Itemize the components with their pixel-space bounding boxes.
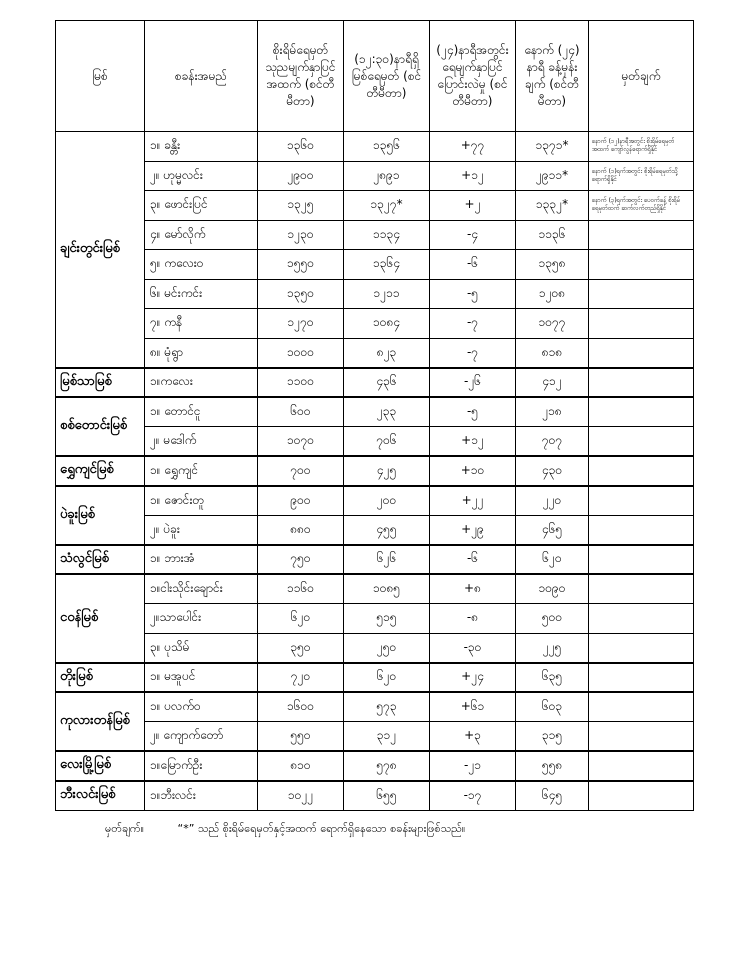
forecast-value: ၅၅၈ bbox=[516, 751, 589, 781]
danger-level-value: ၅၅၀ bbox=[258, 722, 344, 752]
current-level-value: ၂၈၉၁ bbox=[344, 161, 430, 191]
remark-note bbox=[589, 368, 694, 398]
danger-level-value: ၈၈၀ bbox=[258, 515, 344, 545]
current-level-value: ၇၀၆ bbox=[344, 427, 430, 457]
change-value: +၁၂ bbox=[430, 427, 516, 457]
table-row bbox=[56, 397, 694, 427]
current-level-value: ၁၀၈၄ bbox=[344, 309, 430, 339]
change-value: -၄ bbox=[430, 220, 516, 250]
table-row bbox=[56, 427, 694, 457]
remark-note bbox=[589, 751, 694, 781]
danger-level-value: ၁၁၆၀ bbox=[258, 574, 344, 604]
table-row bbox=[56, 545, 694, 575]
forecast-value: ၈၁၈ bbox=[516, 338, 589, 368]
danger-level-value: ၆၀၀ bbox=[258, 397, 344, 427]
footnote bbox=[105, 822, 465, 838]
station-name: ၁။ ဘားအံ bbox=[145, 545, 258, 575]
station-name: ၂။သာပေါင်း bbox=[145, 604, 258, 634]
forecast-value: ၄၁၂ bbox=[516, 368, 589, 398]
forecast-value: ၁၃၇၁* bbox=[516, 132, 589, 162]
river-name: စစ်တောင်းမြစ် bbox=[56, 397, 145, 456]
station-name: ၇။ ကနီ bbox=[145, 309, 258, 339]
change-value: -၅ bbox=[430, 397, 516, 427]
table-row bbox=[56, 663, 694, 693]
current-level-value: ၅၁၅ bbox=[344, 604, 430, 634]
table-body bbox=[56, 132, 694, 811]
danger-level-value: ၉၀၀ bbox=[258, 486, 344, 516]
station-name: ၂။ ကျောက်တော် bbox=[145, 722, 258, 752]
danger-level-value: ၇၀၀ bbox=[258, 456, 344, 486]
danger-level-value: ၂၉၀၀ bbox=[258, 161, 344, 191]
river-name: ဘီးလင်းမြစ် bbox=[56, 781, 145, 811]
station-name: ၁။ဘီးလင်း bbox=[145, 781, 258, 811]
table-row bbox=[56, 781, 694, 811]
river-level-table bbox=[55, 20, 694, 811]
change-value: -၆ bbox=[430, 250, 516, 280]
header-danger-level: စိုးရိမ်ရေမှတ် သုညမျက်နှာပြင် အထက် (စင်တီမီတာ) bbox=[258, 21, 344, 132]
remark-note bbox=[589, 545, 694, 575]
table-row bbox=[56, 515, 694, 545]
table-row bbox=[56, 309, 694, 339]
remark-note bbox=[589, 692, 694, 722]
station-name: ၁။ တောင်ငူ bbox=[145, 397, 258, 427]
header-remarks: မှတ်ချက် bbox=[589, 21, 694, 132]
forecast-value: ၁၃၅၈ bbox=[516, 250, 589, 280]
station-name: ၁။မြောက်ဦး bbox=[145, 751, 258, 781]
forecast-value: ၇၀၇ bbox=[516, 427, 589, 457]
remark-note bbox=[589, 781, 694, 811]
forecast-value: ၁၂၀၈ bbox=[516, 279, 589, 309]
river-name: တိုးမြစ် bbox=[56, 663, 145, 693]
remark-note bbox=[589, 515, 694, 545]
danger-level-value: ၁၁၀၀ bbox=[258, 368, 344, 398]
river-name: ငဝန်မြစ် bbox=[56, 574, 145, 663]
forecast-value: ၆၄၅ bbox=[516, 781, 589, 811]
table-row bbox=[56, 633, 694, 663]
current-level-value: ၄၂၅ bbox=[344, 456, 430, 486]
forecast-value: ၄၆၅ bbox=[516, 515, 589, 545]
remark-note bbox=[589, 309, 694, 339]
header-station: စခန်းအမည် bbox=[145, 21, 258, 132]
forecast-value: ၆၀၃ bbox=[516, 692, 589, 722]
river-name: ကုလားတန်မြစ် bbox=[56, 692, 145, 751]
station-name: ၁။ ဇောင်းတူ bbox=[145, 486, 258, 516]
change-value: -၇ bbox=[430, 309, 516, 339]
river-name: မြစ်သာမြစ် bbox=[56, 368, 145, 398]
change-value: -၂၆ bbox=[430, 368, 516, 398]
change-value: -၅ bbox=[430, 279, 516, 309]
change-value: +၁၀ bbox=[430, 456, 516, 486]
danger-level-value: ၁၀၀၀ bbox=[258, 338, 344, 368]
remark-note bbox=[589, 397, 694, 427]
change-value: +၃ bbox=[430, 722, 516, 752]
current-level-value: ၆၂၆ bbox=[344, 545, 430, 575]
change-value: -၁၇ bbox=[430, 781, 516, 811]
current-level-value: ၂၀၀ bbox=[344, 486, 430, 516]
table-row bbox=[56, 250, 694, 280]
current-level-value: ၂၅၀ bbox=[344, 633, 430, 663]
current-level-value: ၄၃၆ bbox=[344, 368, 430, 398]
table-row bbox=[56, 161, 694, 191]
danger-level-value: ၁၀၇၀ bbox=[258, 427, 344, 457]
danger-level-value: ၆၂၀ bbox=[258, 604, 344, 634]
table-row bbox=[56, 368, 694, 398]
danger-level-value: ၁၂၃၀ bbox=[258, 220, 344, 250]
forecast-value: ၆၂၀ bbox=[516, 545, 589, 575]
forecast-value: ၂၉၁၁* bbox=[516, 161, 589, 191]
danger-level-value: ၈၁၀ bbox=[258, 751, 344, 781]
table-row bbox=[56, 338, 694, 368]
change-value: -၆ bbox=[430, 545, 516, 575]
station-name: ၆။ မင်းကင်း bbox=[145, 279, 258, 309]
table-row bbox=[56, 191, 694, 221]
change-value: +၂၄ bbox=[430, 663, 516, 693]
change-value: -၈ bbox=[430, 604, 516, 634]
remark-note bbox=[589, 663, 694, 693]
danger-level-value: ၁၆၀၀ bbox=[258, 692, 344, 722]
station-name: ၁။ ပလက်ဝ bbox=[145, 692, 258, 722]
danger-level-value: ၁၃၆၀ bbox=[258, 132, 344, 162]
change-value: -၇ bbox=[430, 338, 516, 368]
current-level-value: ၃၁၂ bbox=[344, 722, 430, 752]
table-row bbox=[56, 220, 694, 250]
remark-note bbox=[589, 456, 694, 486]
remark-note bbox=[589, 250, 694, 280]
station-name: ၃။ ပုသိမ် bbox=[145, 633, 258, 663]
river-name: လေးမြို့မြစ် bbox=[56, 751, 145, 781]
table-row bbox=[56, 279, 694, 309]
current-level-value: ၁၃၅၆ bbox=[344, 132, 430, 162]
danger-level-value: ၁၀၂၂ bbox=[258, 781, 344, 811]
remark-note bbox=[589, 220, 694, 250]
remark-note bbox=[589, 486, 694, 516]
change-value: +၂၂ bbox=[430, 486, 516, 516]
station-name: ၂။ မဒေါက် bbox=[145, 427, 258, 457]
remark-note bbox=[589, 427, 694, 457]
table-row bbox=[56, 486, 694, 516]
current-level-value: ၈၂၃ bbox=[344, 338, 430, 368]
current-level-value: ၆၂၀ bbox=[344, 663, 430, 693]
table-row bbox=[56, 751, 694, 781]
current-level-value: ၁၁၃၄ bbox=[344, 220, 430, 250]
remark-note: နောက် (၃)ရက်အတွင်း ပေ၀က်ခန့် စိုးရိမ်ရေမှတ်ထက် ဆက်လက်တည်ရှိနိုင် bbox=[589, 191, 694, 221]
danger-level-value: ၁၅၅၀ bbox=[258, 250, 344, 280]
river-name: ရွှေကျင်မြစ် bbox=[56, 456, 145, 486]
station-name: ၈။ မုံရွာ bbox=[145, 338, 258, 368]
forecast-value: ၄၃၀ bbox=[516, 456, 589, 486]
current-level-value: ၅၇၃ bbox=[344, 692, 430, 722]
danger-level-value: ၇၅၀ bbox=[258, 545, 344, 575]
river-name: ချင်းတွင်းမြစ် bbox=[56, 132, 145, 368]
header-current-level: (၁၂:၃၀)နာရီရှိ မြစ်ရေမှတ် (စင်တီမီတာ) bbox=[344, 21, 430, 132]
danger-level-value: ၁၂၇၀ bbox=[258, 309, 344, 339]
table-row bbox=[56, 132, 694, 162]
current-level-value: ၁၀၈၅ bbox=[344, 574, 430, 604]
current-level-value: ၆၅၅ bbox=[344, 781, 430, 811]
danger-level-value: ၇၂၀ bbox=[258, 663, 344, 693]
river-name: ပဲခူးမြစ် bbox=[56, 486, 145, 545]
table-row bbox=[56, 574, 694, 604]
station-name: ၁။ငါးသိုင်းချောင်း bbox=[145, 574, 258, 604]
danger-level-value: ၃၅၀ bbox=[258, 633, 344, 663]
forecast-value: ၁၀၇၇ bbox=[516, 309, 589, 339]
remark-note: နောက် (၁)ရက်အတွင်း စိုးရိမ်ရေမှတ်သို့ ရောက်ရှိနိုင် bbox=[589, 161, 694, 191]
change-value: -၃၀ bbox=[430, 633, 516, 663]
current-level-value: ၂၃၃ bbox=[344, 397, 430, 427]
header-forecast: နောက် (၂၄) နာရီ ခန့်မှန်းချက် (စင်တီမီတာ) bbox=[516, 21, 589, 132]
table-row bbox=[56, 722, 694, 752]
current-level-value: ၁၂၁၁ bbox=[344, 279, 430, 309]
forecast-value: ၃၁၅ bbox=[516, 722, 589, 752]
danger-level-value: ၁၃၅၀ bbox=[258, 279, 344, 309]
change-value: -၂၁ bbox=[430, 751, 516, 781]
remark-note bbox=[589, 722, 694, 752]
forecast-value: ၅၀၀ bbox=[516, 604, 589, 634]
station-name: ၄။ မော်လိုက် bbox=[145, 220, 258, 250]
change-value: +၂၉ bbox=[430, 515, 516, 545]
remark-note: နောက် (၁၂)နာရီအတွင်း စိုးရိမ်ရေမှတ်အထက် ကျော်လွန်ရောက်ရှိနိုင် bbox=[589, 132, 694, 162]
forecast-value: ၁၀၉၀ bbox=[516, 574, 589, 604]
change-value: +၇၇ bbox=[430, 132, 516, 162]
station-name: ၅။ ကလေးဝ bbox=[145, 250, 258, 280]
remark-note bbox=[589, 574, 694, 604]
header-change-24h: (၂၄)နာရီအတွင်း ရေမျက်နှာပြင် ပြောင်းလဲမှု (စင်တီမီတာ) bbox=[430, 21, 516, 132]
remark-note bbox=[589, 604, 694, 634]
remark-note bbox=[589, 633, 694, 663]
station-name: ၁။ကလေး bbox=[145, 368, 258, 398]
footnote-label: မှတ်ချက်။ bbox=[105, 822, 145, 835]
station-name: ၁။ ရွှေကျင် bbox=[145, 456, 258, 486]
river-name: သံလွင်မြစ် bbox=[56, 545, 145, 575]
table-row bbox=[56, 692, 694, 722]
station-name: ၂။ ဟုမ္မလင်း bbox=[145, 161, 258, 191]
station-name: ၂။ ပဲခူး bbox=[145, 515, 258, 545]
station-name: ၁။ မအူပင် bbox=[145, 663, 258, 693]
forecast-value: ၂၂၀ bbox=[516, 486, 589, 516]
change-value: +၂ bbox=[430, 191, 516, 221]
forecast-value: ၁၃၃၂* bbox=[516, 191, 589, 221]
table-row bbox=[56, 456, 694, 486]
current-level-value: ၄၅၅ bbox=[344, 515, 430, 545]
change-value: +၆၁ bbox=[430, 692, 516, 722]
footnote-text: “*” သည် စိုးရိမ်ရေမှတ်နှင့်အထက် ရောက်ရှိနေသော စခန်းများဖြစ်သည်။ bbox=[177, 822, 466, 835]
remark-note bbox=[589, 338, 694, 368]
station-name: ၃။ ဖောင်းပြင် bbox=[145, 191, 258, 221]
forecast-value: ၆၃၅ bbox=[516, 663, 589, 693]
river-level-report bbox=[55, 20, 693, 811]
header-row bbox=[56, 21, 694, 132]
remark-note bbox=[589, 279, 694, 309]
forecast-value: ၁၁၃၆ bbox=[516, 220, 589, 250]
station-name: ၁။ ခန္တီး bbox=[145, 132, 258, 162]
current-level-value: ၁၃၂၇* bbox=[344, 191, 430, 221]
table-row bbox=[56, 604, 694, 634]
current-level-value: ၅၇၈ bbox=[344, 751, 430, 781]
header-river: မြစ် bbox=[56, 21, 145, 132]
danger-level-value: ၁၃၂၅ bbox=[258, 191, 344, 221]
change-value: +၁၂ bbox=[430, 161, 516, 191]
forecast-value: ၂၂၅ bbox=[516, 633, 589, 663]
forecast-value: ၂၁၈ bbox=[516, 397, 589, 427]
change-value: +၈ bbox=[430, 574, 516, 604]
current-level-value: ၁၃၆၄ bbox=[344, 250, 430, 280]
